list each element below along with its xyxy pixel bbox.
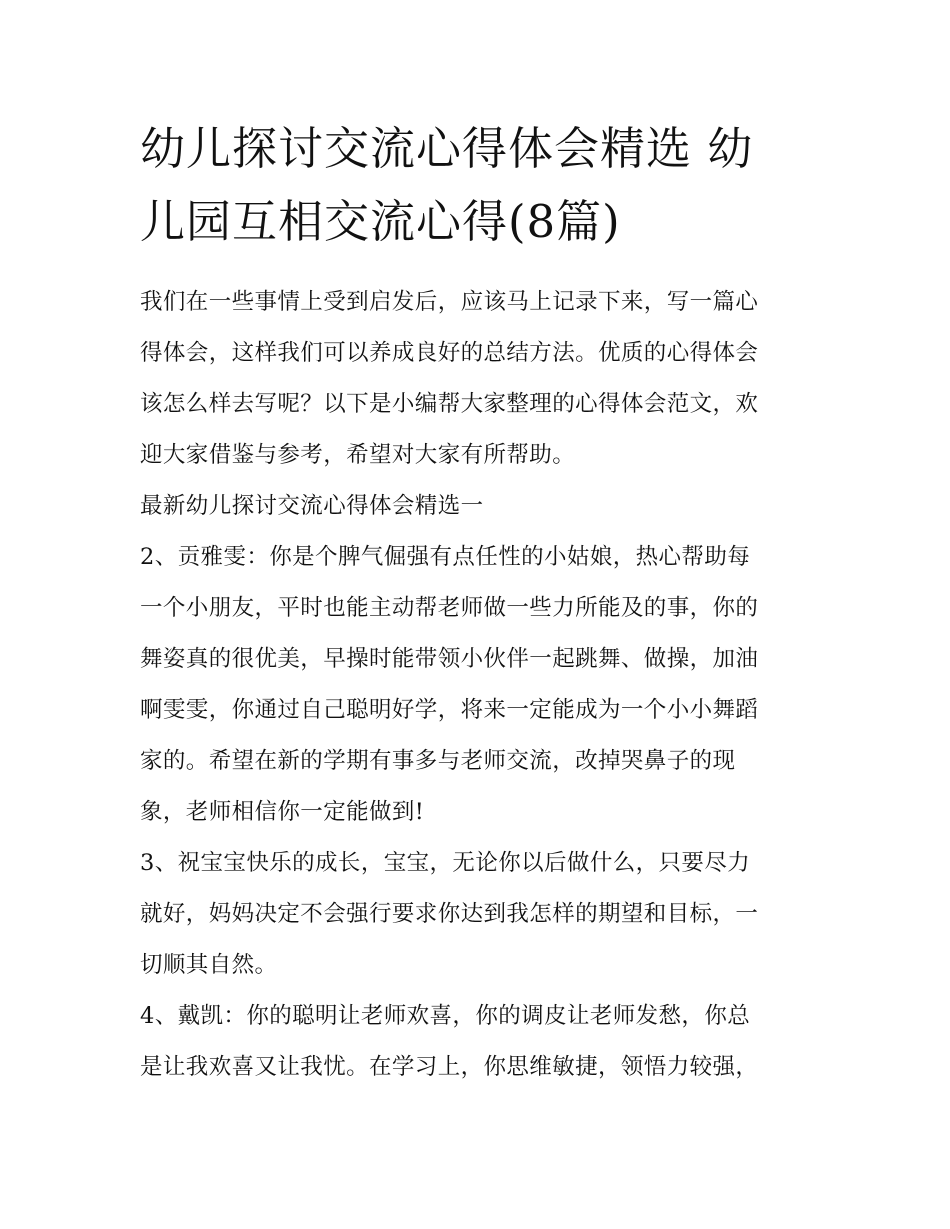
item-2-paragraph [140, 532, 818, 838]
text-line: 2、贡雅雯：你是个脾气倔强有点任性的小姑娘，热心帮助每 [140, 544, 751, 570]
text-line: 舞姿真的很优美，早操时能带领小伙伴一起跳舞、做操，加油 [140, 646, 759, 672]
text-line: 切顺其自然。 [140, 952, 278, 978]
title-line: 儿园互相交流心得(8篇) [140, 195, 621, 248]
title-line: 幼儿探讨交流心得体会精选 幼 [140, 122, 754, 175]
intro-paragraph [140, 277, 818, 481]
text-line: 啊雯雯，你通过自己聪明好学，将来一定能成为一个小小舞蹈 [140, 697, 759, 723]
text-line: 3、祝宝宝快乐的成长，宝宝，无论你以后做什么，只要尽力 [140, 850, 751, 876]
text-line: 该怎么样去写呢？以下是小编帮大家整理的心得体会范文，欢 [140, 391, 759, 417]
document-page [140, 112, 818, 1093]
item-3-paragraph [140, 838, 818, 991]
document-title [140, 112, 818, 258]
text-line: 一个小朋友，平时也能主动帮老师做一些力所能及的事，你的 [140, 595, 759, 621]
item-4-paragraph [140, 991, 818, 1093]
text-line: 象，老师相信你一定能做到! [140, 799, 425, 825]
text-line: 我们在一些事情上受到启发后，应该马上记录下来，写一篇心 [140, 289, 759, 315]
text-line: 是让我欢喜又让我忧。在学习上，你思维敏捷，领悟力较强， [140, 1054, 759, 1080]
section-heading: 最新幼儿探讨交流心得体会精选一 [140, 493, 484, 519]
text-line: 得体会，这样我们可以养成良好的总结方法。优质的心得体会 [140, 340, 759, 366]
text-line: 4、戴凯：你的聪明让老师欢喜，你的调皮让老师发愁，你总 [140, 1003, 751, 1029]
text-line: 就好，妈妈决定不会强行要求你达到我怎样的期望和目标，一 [140, 901, 759, 927]
text-line: 家的。希望在新的学期有事多与老师交流，改掉哭鼻子的现 [140, 748, 736, 774]
section-heading-block [140, 481, 818, 532]
text-line: 迎大家借鉴与参考，希望对大家有所帮助。 [140, 442, 576, 468]
